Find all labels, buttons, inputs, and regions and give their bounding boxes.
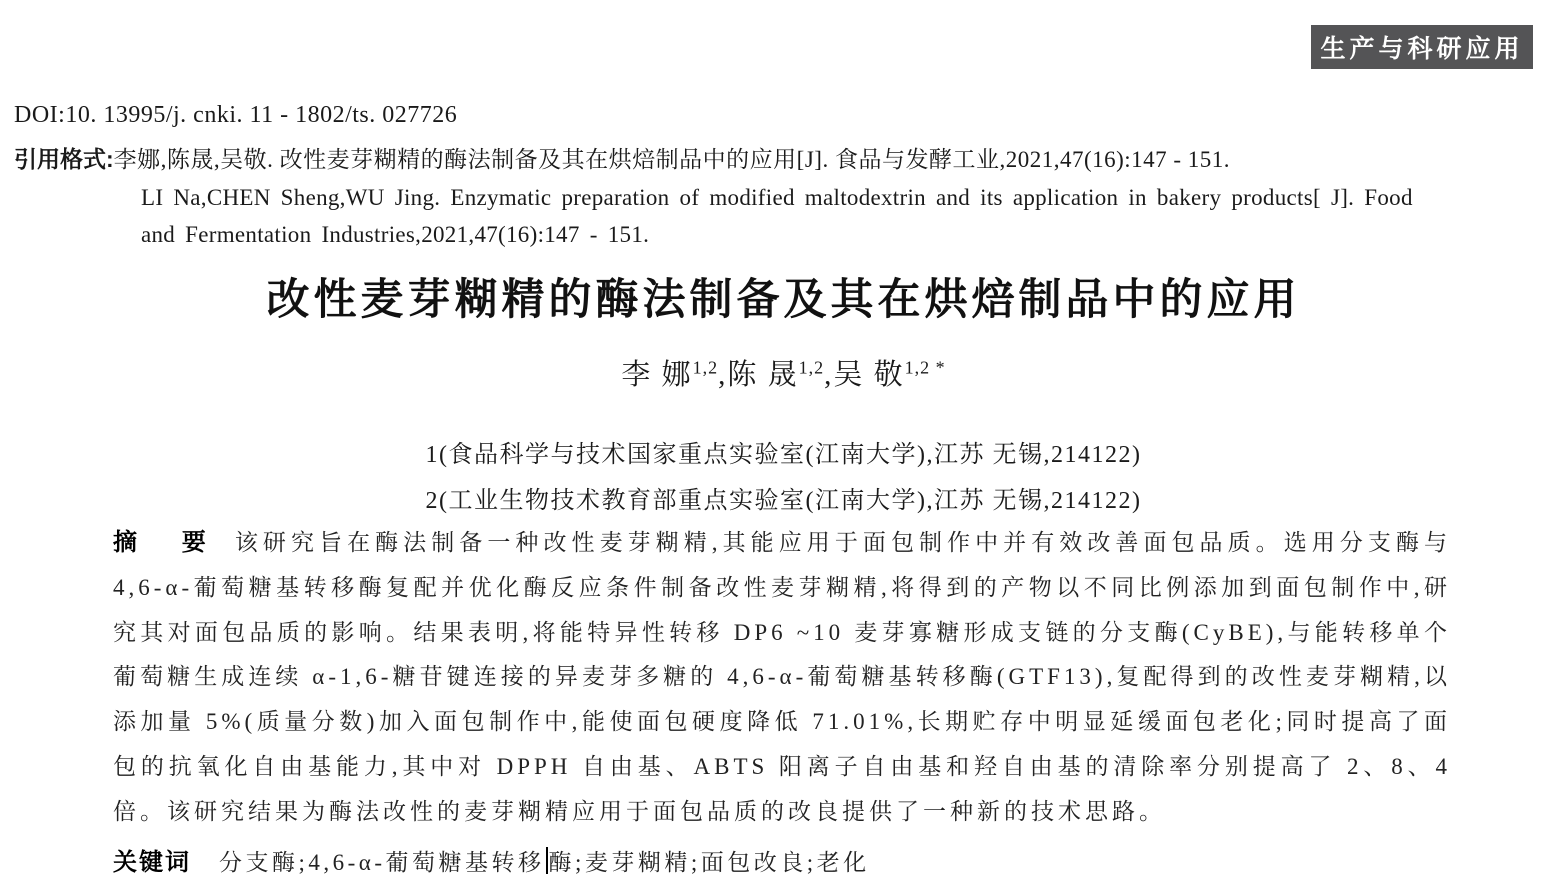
author-separator: , bbox=[718, 359, 728, 391]
citation-english-line2: and Fermentation Industries,2021,47(16):147 - 151. bbox=[141, 222, 650, 247]
abstract-label: 摘 要 bbox=[113, 529, 225, 556]
keywords-text-after-caret: 酶;麦芽糊精;面包改良;老化 bbox=[548, 850, 870, 875]
citation-label: 引用格式: bbox=[14, 146, 114, 172]
citation-english-line1: LI Na,CHEN Sheng,WU Jing. Enzymatic preparation of modified maltodextrin and its application in bakery products[ J]. Food bbox=[141, 184, 1413, 210]
abstract-paragraph bbox=[113, 521, 1451, 835]
author-name: 吴 敬 bbox=[833, 359, 905, 391]
abstract-text: 该研究旨在酶法制备一种改性麦芽糊精,其能应用于面包制作中并有效改善面包品质。选用分支酶与4,6-α-葡萄糖基转移酶复配并优化酶反应条件制备改性麦芽糊精,将得到的产物以不同比例添加到面包制作中,研究其对面包品质的影响。结果表明,将能特异性转移 DP6 ~10 麦芽寡糖形成支链的分支酶(CyBE),与能转移单个葡萄糖生成连续 α-1,6-糖苷键连接的异麦芽多糖的 4,6-α-葡萄糖基转移酶(GTF13),复配得到的改性麦芽糊精,以添加量 5%(质量分数)加入面包制作中,能使面包硬度降低 71.01%,长期贮存中明显延缓面包老化;同时提高了面包的抗氧化自由基能力,其中对 DPPH 自由基、ABTS 阳离子自由基和羟自由基的清除率分别提高了 2、8、4 倍。该研究结果为酶法改性的麦芽糊精应用于面包品质的改良提供了一种新的技术思路。 bbox=[113, 530, 1452, 824]
citation-line-chinese bbox=[14, 141, 1552, 179]
page-title: 改性麦芽糊精的酶法制备及其在烘焙制品中的应用 bbox=[266, 276, 1301, 324]
section-badge-label: 生产与科研应用 bbox=[1320, 35, 1524, 63]
doi-line: DOI:10. 13995/j. cnki. 11 - 1802/ts. 027726 bbox=[14, 102, 458, 128]
keywords-label: 关键词 bbox=[113, 849, 191, 876]
author-name: 陈 晟 bbox=[727, 359, 799, 391]
affiliation-line: 1(食品科学与技术国家重点实验室(江南大学),江苏 无锡,214122) bbox=[425, 442, 1142, 468]
section-badge bbox=[1311, 25, 1533, 69]
author-name: 李 娜 bbox=[621, 359, 693, 391]
affiliations-block bbox=[0, 432, 1567, 524]
keywords-text-before-caret: 分支酶;4,6-α-葡萄糖基转移 bbox=[219, 850, 545, 875]
citation-chinese-text: 李娜,陈晟,吴敬. 改性麦芽糊精的酶法制备及其在烘焙制品中的应用[J]. 食品与发酵工业,2021,47(16):147 - 151. bbox=[113, 147, 1231, 172]
author-separator: , bbox=[824, 359, 834, 391]
authors-line bbox=[0, 352, 1567, 393]
text-caret bbox=[546, 847, 548, 874]
keywords-line bbox=[113, 842, 1451, 877]
author-affil-marker: 1,2 bbox=[692, 357, 719, 378]
affiliation-line: 2(工业生物技术教育部重点实验室(江南大学),江苏 无锡,214122) bbox=[425, 488, 1142, 514]
author-affil-marker: 1,2 * bbox=[904, 357, 946, 378]
citation-block bbox=[14, 141, 1552, 254]
author-affil-marker: 1,2 bbox=[798, 357, 825, 378]
